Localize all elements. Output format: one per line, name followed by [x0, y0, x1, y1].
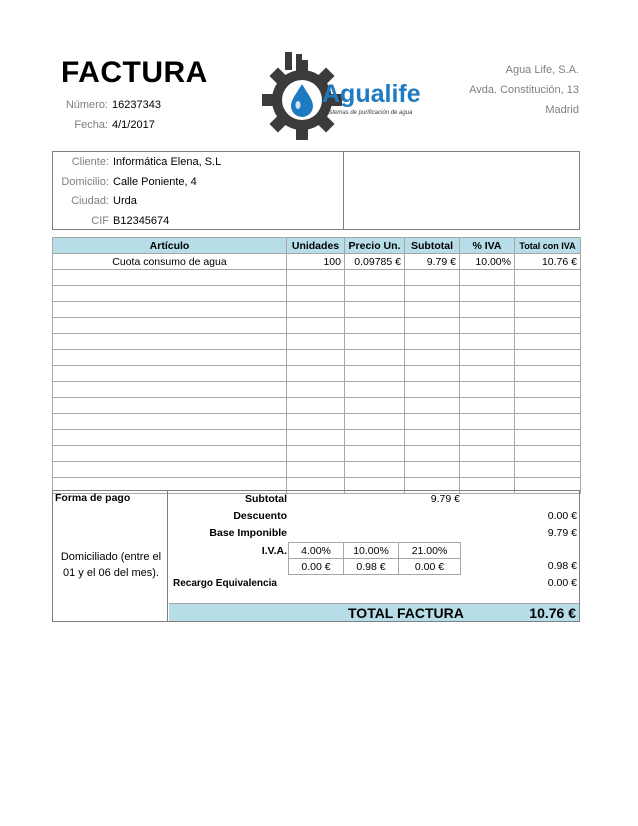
empty-cell	[515, 270, 581, 286]
header-total-iva: Total con IVA	[515, 238, 581, 254]
empty-cell	[460, 398, 515, 414]
header-iva: % IVA	[460, 238, 515, 254]
empty-cell	[460, 430, 515, 446]
empty-cell	[405, 430, 460, 446]
ciudad-label: Ciudad:	[71, 195, 109, 207]
header-unidades: Unidades	[287, 238, 345, 254]
payment-column	[53, 491, 168, 621]
iva-label: I.V.A.	[261, 545, 287, 557]
empty-cell	[345, 430, 405, 446]
table-row-empty	[53, 366, 581, 382]
empty-cell	[345, 302, 405, 318]
client-notes-area	[344, 152, 579, 229]
header-precio: Precio Un.	[345, 238, 405, 254]
empty-cell	[287, 350, 345, 366]
empty-cell	[405, 286, 460, 302]
iva-amount-4: 0.00 €	[288, 558, 344, 575]
table-row-empty	[53, 462, 581, 478]
empty-cell	[53, 350, 287, 366]
empty-cell	[287, 382, 345, 398]
empty-cell	[515, 382, 581, 398]
numero-value: 16237343	[112, 99, 161, 111]
client-details	[53, 152, 344, 229]
empty-cell	[405, 462, 460, 478]
empty-cell	[515, 302, 581, 318]
domicilio-value: Calle Poniente, 4	[113, 175, 197, 188]
empty-cell	[287, 318, 345, 334]
client-box	[52, 151, 580, 230]
empty-cell	[287, 446, 345, 462]
cell-articulo: Cuota consumo de agua	[53, 254, 287, 270]
empty-cell	[460, 270, 515, 286]
empty-cell	[53, 318, 287, 334]
empty-cell	[287, 286, 345, 302]
empty-cell	[515, 334, 581, 350]
empty-cell	[515, 318, 581, 334]
empty-cell	[345, 366, 405, 382]
empty-cell	[345, 414, 405, 430]
descuento-label: Descuento	[233, 510, 287, 522]
forma-pago-label: Forma de pago	[55, 492, 131, 504]
cliente-label: Cliente:	[71, 156, 109, 168]
cell-subtotal: 9.79 €	[405, 254, 460, 270]
invoice-meta	[52, 95, 161, 135]
empty-cell	[287, 462, 345, 478]
empty-cell	[53, 398, 287, 414]
table-row-empty	[53, 286, 581, 302]
header-articulo: Artículo	[53, 238, 287, 254]
empty-cell	[345, 270, 405, 286]
empty-cell	[460, 286, 515, 302]
empty-cell	[405, 350, 460, 366]
iva-amount-10: 0.98 €	[343, 558, 399, 575]
fecha-value: 4/1/2017	[112, 119, 155, 131]
empty-cell	[460, 350, 515, 366]
base-label: Base Imponible	[209, 527, 287, 539]
table-row-empty	[53, 318, 581, 334]
subtotal-label: Subtotal	[245, 493, 287, 505]
empty-cell	[460, 414, 515, 430]
empty-cell	[405, 302, 460, 318]
cif-value: B12345674	[113, 214, 170, 227]
empty-cell	[515, 430, 581, 446]
empty-cell	[515, 286, 581, 302]
empty-cell	[460, 334, 515, 350]
table-row-empty	[53, 382, 581, 398]
empty-cell	[460, 318, 515, 334]
fecha-label: Fecha:	[74, 119, 108, 131]
empty-cell	[53, 334, 287, 350]
empty-cell	[287, 270, 345, 286]
empty-cell	[405, 382, 460, 398]
company-name: Agua Life, S.A.	[505, 64, 579, 76]
empty-cell	[53, 382, 287, 398]
cell-unidades: 100	[287, 254, 345, 270]
empty-cell	[287, 398, 345, 414]
empty-cell	[515, 462, 581, 478]
empty-cell	[53, 302, 287, 318]
table-row-empty	[53, 414, 581, 430]
empty-cell	[345, 318, 405, 334]
forma-pago-value: Domiciliado (entre el 01 y el 06 del mes).	[60, 551, 162, 579]
empty-cell	[515, 366, 581, 382]
empty-cell	[53, 366, 287, 382]
empty-cell	[287, 366, 345, 382]
empty-cell	[345, 350, 405, 366]
total-factura-label: TOTAL FACTURA	[348, 605, 464, 621]
descuento-value: 0.00 €	[547, 510, 577, 522]
table-row-empty	[53, 334, 581, 350]
logo-brand: Agualife	[322, 80, 421, 108]
header-subtotal: Subtotal	[405, 238, 460, 254]
cliente-value: Informática Elena, S.L	[113, 156, 222, 168]
empty-cell	[53, 270, 287, 286]
empty-cell	[405, 398, 460, 414]
ciudad-value: Urda	[113, 195, 137, 207]
empty-cell	[405, 270, 460, 286]
company-info	[469, 60, 579, 120]
table-row-empty	[53, 446, 581, 462]
empty-cell	[53, 462, 287, 478]
empty-cell	[53, 430, 287, 446]
table-row	[53, 254, 581, 270]
base-value: 9.79 €	[547, 527, 577, 539]
cell-iva: 10.00%	[460, 254, 515, 270]
numero-label: Número:	[65, 99, 108, 111]
table-row-empty	[53, 430, 581, 446]
empty-cell	[515, 446, 581, 462]
empty-cell	[287, 430, 345, 446]
empty-cell	[405, 334, 460, 350]
empty-cell	[345, 382, 405, 398]
company-address: Avda. Constitución, 13	[469, 84, 579, 96]
empty-cell	[287, 334, 345, 350]
invoice-title: FACTURA	[61, 56, 208, 89]
empty-cell	[405, 414, 460, 430]
empty-cell	[405, 318, 460, 334]
table-row-empty	[53, 398, 581, 414]
empty-cell	[405, 446, 460, 462]
totals-box	[52, 490, 580, 622]
total-factura-value: 10.76 €	[529, 605, 576, 621]
empty-cell	[460, 462, 515, 478]
cell-precio: 0.09785 €	[345, 254, 405, 270]
empty-cell	[515, 414, 581, 430]
empty-cell	[53, 414, 287, 430]
table-row-empty	[53, 302, 581, 318]
iva-rate-4: 4.00%	[288, 542, 344, 559]
cif-label: CIF	[91, 214, 109, 227]
company-city: Madrid	[545, 104, 579, 116]
empty-cell	[345, 446, 405, 462]
subtotal-value: 9.79 €	[430, 493, 460, 505]
empty-cell	[515, 398, 581, 414]
items-header-row	[53, 238, 581, 254]
domicilio-label: Domicilio:	[61, 175, 109, 188]
cell-total-iva: 10.76 €	[515, 254, 581, 270]
table-row-empty	[53, 350, 581, 366]
empty-cell	[345, 398, 405, 414]
empty-cell	[460, 366, 515, 382]
items-table	[52, 237, 581, 494]
iva-rate-10: 10.00%	[343, 542, 399, 559]
empty-cell	[345, 334, 405, 350]
iva-rate-21: 21.00%	[398, 542, 461, 559]
total-factura-bar	[169, 603, 579, 621]
iva-total-value: 0.98 €	[547, 560, 577, 572]
empty-cell	[515, 350, 581, 366]
empty-cell	[405, 366, 460, 382]
empty-cell	[53, 446, 287, 462]
recargo-label: Recargo Equivalencia	[173, 578, 277, 589]
empty-cell	[287, 414, 345, 430]
empty-cell	[345, 462, 405, 478]
table-row-empty	[53, 270, 581, 286]
empty-cell	[53, 286, 287, 302]
company-logo	[262, 52, 421, 142]
empty-cell	[460, 302, 515, 318]
empty-cell	[460, 446, 515, 462]
empty-cell	[460, 382, 515, 398]
logo-tagline: Sistemas de purificación de agua	[324, 110, 413, 116]
empty-cell	[345, 286, 405, 302]
iva-amount-21: 0.00 €	[398, 558, 461, 575]
recargo-value: 0.00 €	[547, 577, 577, 589]
empty-cell	[287, 302, 345, 318]
